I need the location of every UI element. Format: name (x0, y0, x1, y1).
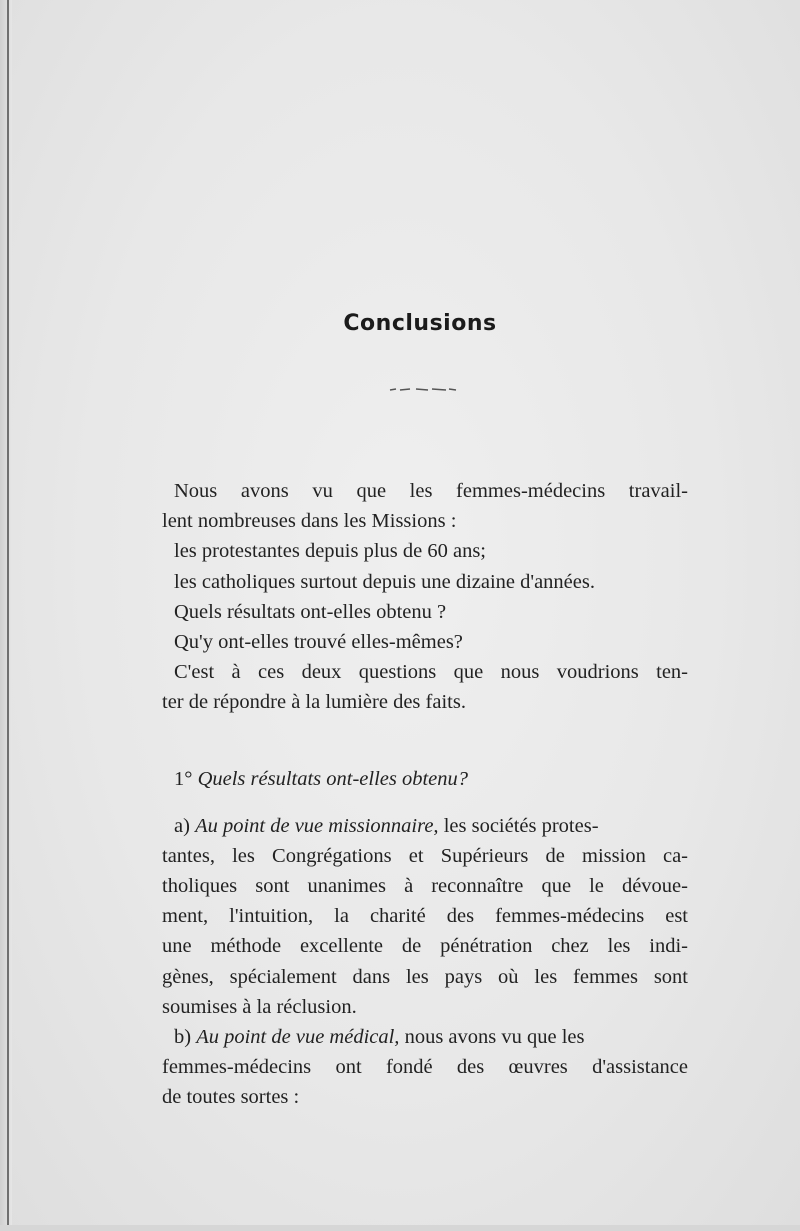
text-line: Nous avons vu que les femmes-médecins travail- (174, 480, 688, 502)
text-line: ter de répondre à la lumière des faits. (162, 691, 466, 714)
binding-line (7, 0, 9, 1231)
item-emphasis: Au point de vue missionnaire, (195, 814, 439, 837)
text-line: une méthode excellente de pénétration chez les indi- (162, 935, 688, 958)
page-bottom-edge (0, 1225, 800, 1231)
text-line: tantes, les Congrégations et Supérieurs de mission ca- (162, 844, 688, 867)
text-line: Quels résultats ont-elles obtenu ? (174, 600, 447, 623)
text-line: femmes-médecins ont fondé des œuvres d'assistance (162, 1056, 688, 1079)
item-b-paragraph (162, 1022, 688, 1113)
item-label: b) (174, 1026, 192, 1048)
section-heading (162, 764, 688, 794)
text-line: les protestantes depuis plus de 60 ans; (174, 540, 487, 563)
item-emphasis: Au point de vue médical, (196, 1026, 400, 1048)
text-line: C'est à ces deux questions que nous voudrions ten- (174, 661, 688, 684)
text-line: gènes, spécialement dans les pays où les femmes sont (162, 965, 688, 988)
section-title: Quels résultats ont-elles obtenu? (197, 767, 469, 790)
binding-edge (0, 0, 12, 1231)
page-body (162, 476, 688, 1113)
page-title: Conclusions (343, 311, 497, 336)
item-a-paragraph (162, 811, 688, 1022)
item-label: a) (174, 814, 190, 837)
text-line: ment, l'intuition, la charité des femmes-médecins est (162, 905, 688, 928)
text-line: soumises à la réclusion. (162, 995, 357, 1018)
spacer (162, 718, 688, 764)
section-number: 1° (174, 767, 193, 790)
text-line: lent nombreuses dans les Missions : (162, 510, 457, 533)
text-line (162, 1022, 688, 1052)
title-ornament (388, 386, 458, 392)
text-line: tholiques sont unanimes à reconnaître que le dévoue- (162, 875, 688, 898)
text-line: Qu'y ont-elles trouvé elles-mêmes? (174, 630, 463, 653)
item-text: nous avons vu que les (404, 1026, 585, 1048)
text-line: les catholiques surtout depuis une dizaine d'années. (174, 570, 595, 593)
item-text: les sociétés protes- (443, 814, 599, 837)
text-line (162, 811, 688, 841)
spacer (162, 794, 688, 811)
text-line: de toutes sortes : (162, 1086, 300, 1109)
intro-paragraph (162, 476, 688, 718)
